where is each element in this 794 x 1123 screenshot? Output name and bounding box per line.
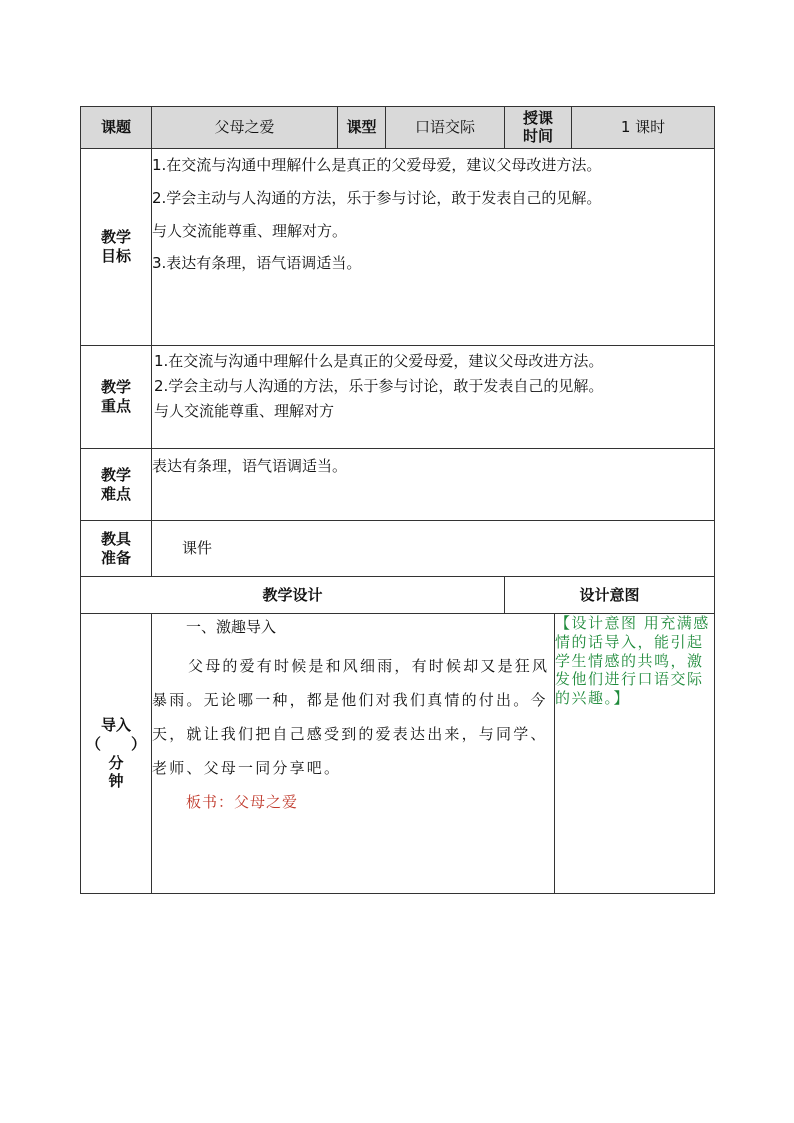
type-value: 口语交际 xyxy=(386,107,505,149)
intro-label-line1: 导入 xyxy=(100,716,131,734)
materials-label-line2: 准备 xyxy=(100,548,131,567)
materials-row xyxy=(81,521,715,577)
difficulties-content xyxy=(152,449,715,521)
objectives-content xyxy=(152,149,715,346)
key-points-content xyxy=(152,346,715,449)
key-point-item: 1.在交流与沟通中理解什么是真正的父爱母爱，建议父母改进方法。 xyxy=(154,352,604,370)
materials-label xyxy=(81,521,152,577)
objectives-label-line1: 教学 xyxy=(100,228,131,247)
difficulties-label-line2: 难点 xyxy=(100,484,131,503)
key-points-row xyxy=(81,346,715,449)
intro-section-title: 一、激趣导入 xyxy=(186,618,277,636)
lesson-plan-page xyxy=(80,106,714,894)
materials-text: 课件 xyxy=(182,539,213,558)
topic-label: 课题 xyxy=(81,107,152,149)
time-label-line1: 授课 xyxy=(523,109,554,128)
objectives-label xyxy=(81,149,152,346)
time-label-line2: 时间 xyxy=(523,126,554,145)
design-header: 教学设计 xyxy=(81,577,505,614)
difficulties-row xyxy=(81,449,715,521)
intro-label-line2: （ ）分 xyxy=(85,734,146,772)
intro-content xyxy=(152,614,555,894)
intro-board-note: 板书：父母之爱 xyxy=(186,792,299,811)
materials-content xyxy=(152,521,715,577)
objective-item: 3.表达有条理，语气语调适当。 xyxy=(152,254,362,273)
objective-item: 2.学会主动与人沟通的方法，乐于参与讨论，敢于发表自己的见解。 xyxy=(152,188,602,207)
header-row xyxy=(81,107,715,149)
intro-label xyxy=(81,614,152,894)
time-value: 1 课时 xyxy=(572,107,715,149)
materials-label-line1: 教具 xyxy=(100,529,131,548)
key-points-label-line2: 重点 xyxy=(100,397,131,415)
type-label: 课型 xyxy=(338,107,386,149)
intro-row xyxy=(81,614,715,894)
intent-header: 设计意图 xyxy=(505,577,715,614)
key-points-label-line1: 教学 xyxy=(100,378,131,397)
key-point-item: 与人交流能尊重、理解对方 xyxy=(154,401,335,420)
lesson-plan-table xyxy=(80,106,715,894)
key-point-item: 2.学会主动与人沟通的方法，乐于参与讨论，敢于发表自己的见解。 xyxy=(154,376,604,395)
key-points-label xyxy=(81,346,152,449)
difficulty-text: 表达有条理，语气语调适当。 xyxy=(152,457,348,475)
design-header-row xyxy=(81,577,715,614)
time-label xyxy=(505,107,572,149)
objective-item: 与人交流能尊重、理解对方。 xyxy=(152,221,348,240)
difficulties-label-line1: 教学 xyxy=(100,465,131,484)
objective-item: 1.在交流与沟通中理解什么是真正的父爱母爱，建议父母改进方法。 xyxy=(152,156,602,174)
intro-label-line3: 钟 xyxy=(108,772,124,791)
topic-value: 父母之爱 xyxy=(152,107,338,149)
objectives-label-line2: 目标 xyxy=(100,247,131,265)
intro-intent: 【设计意图 用充满感情的话导入，能引起学生情感的共鸣，激发他们进行口语交际的兴趣。】 xyxy=(555,614,715,894)
intro-paragraph: 父母的爱有时候是和风细雨，有时候却又是狂风暴雨。无论哪一种，都是他们对我们真情的付出。今天，就让我们把自己感受到的爱表达出来，与同学、老师、父母一同分享吧。 xyxy=(152,656,550,777)
objectives-row xyxy=(81,149,715,346)
difficulties-label xyxy=(81,449,152,521)
